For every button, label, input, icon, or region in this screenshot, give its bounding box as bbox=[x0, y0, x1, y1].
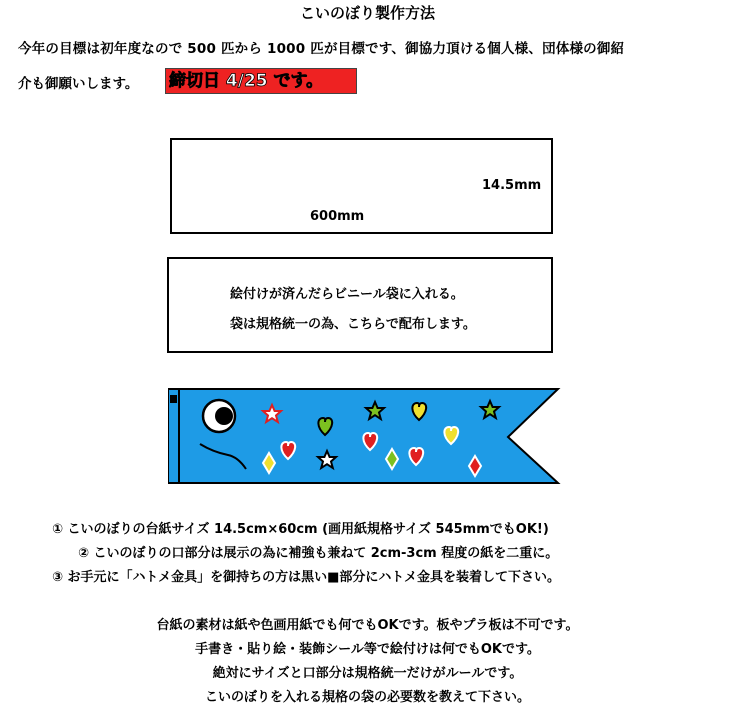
note-item-3: ③ お手元に「ハトメ金具」を御持ちの方は黒い■部分にハトメ金具を装着して下さい。 bbox=[52, 570, 561, 585]
note-item-2: ② こいのぼりの口部分は展示の為に補強も兼ねて 2cm-3cm 程度の紙を二重に。 bbox=[78, 546, 559, 561]
bag-note-box bbox=[167, 257, 553, 353]
koinobori-illustration bbox=[168, 387, 563, 487]
koi-eye-icon bbox=[203, 400, 235, 432]
deadline-badge: 締切日 4/25 です。 bbox=[165, 68, 357, 94]
footer-line-2: 手書き・貼り絵・装飾シール等で絵付けは何でもOKです。 bbox=[195, 642, 540, 657]
note-item-1: ① こいのぼりの台紙サイズ 14.5cm×60cm (画用紙規格サイズ 545mmでもOK!) bbox=[52, 522, 549, 537]
size-height-label: 14.5mm bbox=[482, 178, 542, 193]
intro-line-1: 今年の目標は初年度なので 500 匹から 1000 匹が目標です、御協力頂ける個人様、団体様の御紹 bbox=[18, 41, 625, 57]
footer-line-3: 絶対にサイズと口部分は規格統一だけがルールです。 bbox=[212, 666, 523, 681]
grommet-square-icon bbox=[170, 395, 177, 403]
intro-line-2: 介も御願いします。 bbox=[18, 76, 139, 92]
footer-line-4: こいのぼりを入れる規格の袋の必要数を教えて下さい。 bbox=[204, 690, 530, 705]
bag-note-line-2: 袋は規格統一の為、こちらで配布します。 bbox=[230, 317, 476, 332]
bag-note-line-1: 絵付けが済んだらビニール袋に入れる。 bbox=[230, 287, 464, 302]
page-title: こいのぼり製作方法 bbox=[299, 4, 435, 22]
footer-line-1: 台紙の素材は紙や色画用紙でも何でもOKです。板やプラ板は不可です。 bbox=[156, 618, 579, 633]
size-width-label: 600mm bbox=[310, 209, 365, 224]
